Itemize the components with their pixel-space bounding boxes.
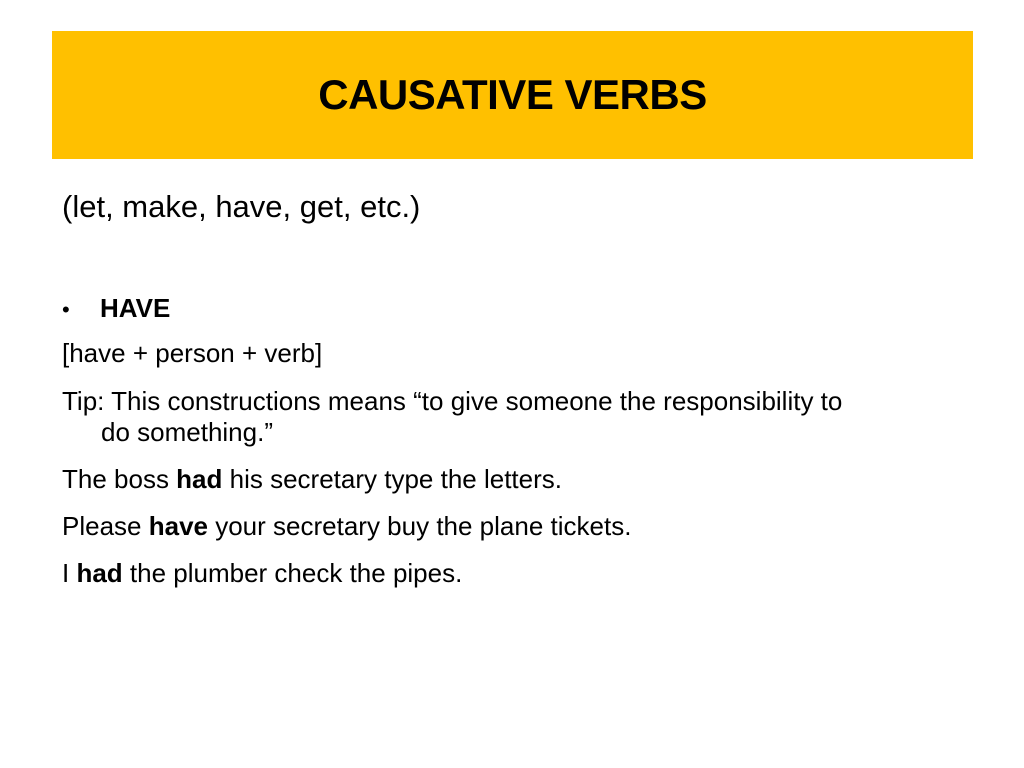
- example-text: I: [62, 558, 77, 589]
- slide-body: [62, 188, 962, 606]
- slide-title: CAUSATIVE VERBS: [318, 71, 707, 118]
- example-text: Please: [62, 511, 149, 542]
- bullet-label: HAVE: [100, 293, 171, 324]
- example-text: your secretary buy the plane tickets.: [208, 511, 632, 542]
- example-sentence: [62, 464, 962, 495]
- example-bold-verb: have: [148, 511, 208, 542]
- bullet-item-have: [62, 293, 962, 324]
- title-bar: [52, 31, 973, 159]
- example-text: The boss: [62, 463, 177, 494]
- subtitle: (let, make, have, get, etc.): [62, 189, 421, 224]
- tip-text: Tip: This constructions means “to give someone the responsibility to do something.”: [62, 385, 843, 447]
- pattern-text: [have + person + verb]: [62, 338, 323, 369]
- example-bold-verb: had: [176, 463, 223, 494]
- example-sentence: [62, 511, 962, 542]
- example-sentence: [62, 558, 962, 589]
- example-text: his secretary type the letters.: [222, 463, 562, 494]
- bullet-icon: •: [62, 297, 70, 323]
- example-bold-verb: had: [76, 558, 123, 589]
- example-text: the plumber check the pipes.: [122, 558, 463, 589]
